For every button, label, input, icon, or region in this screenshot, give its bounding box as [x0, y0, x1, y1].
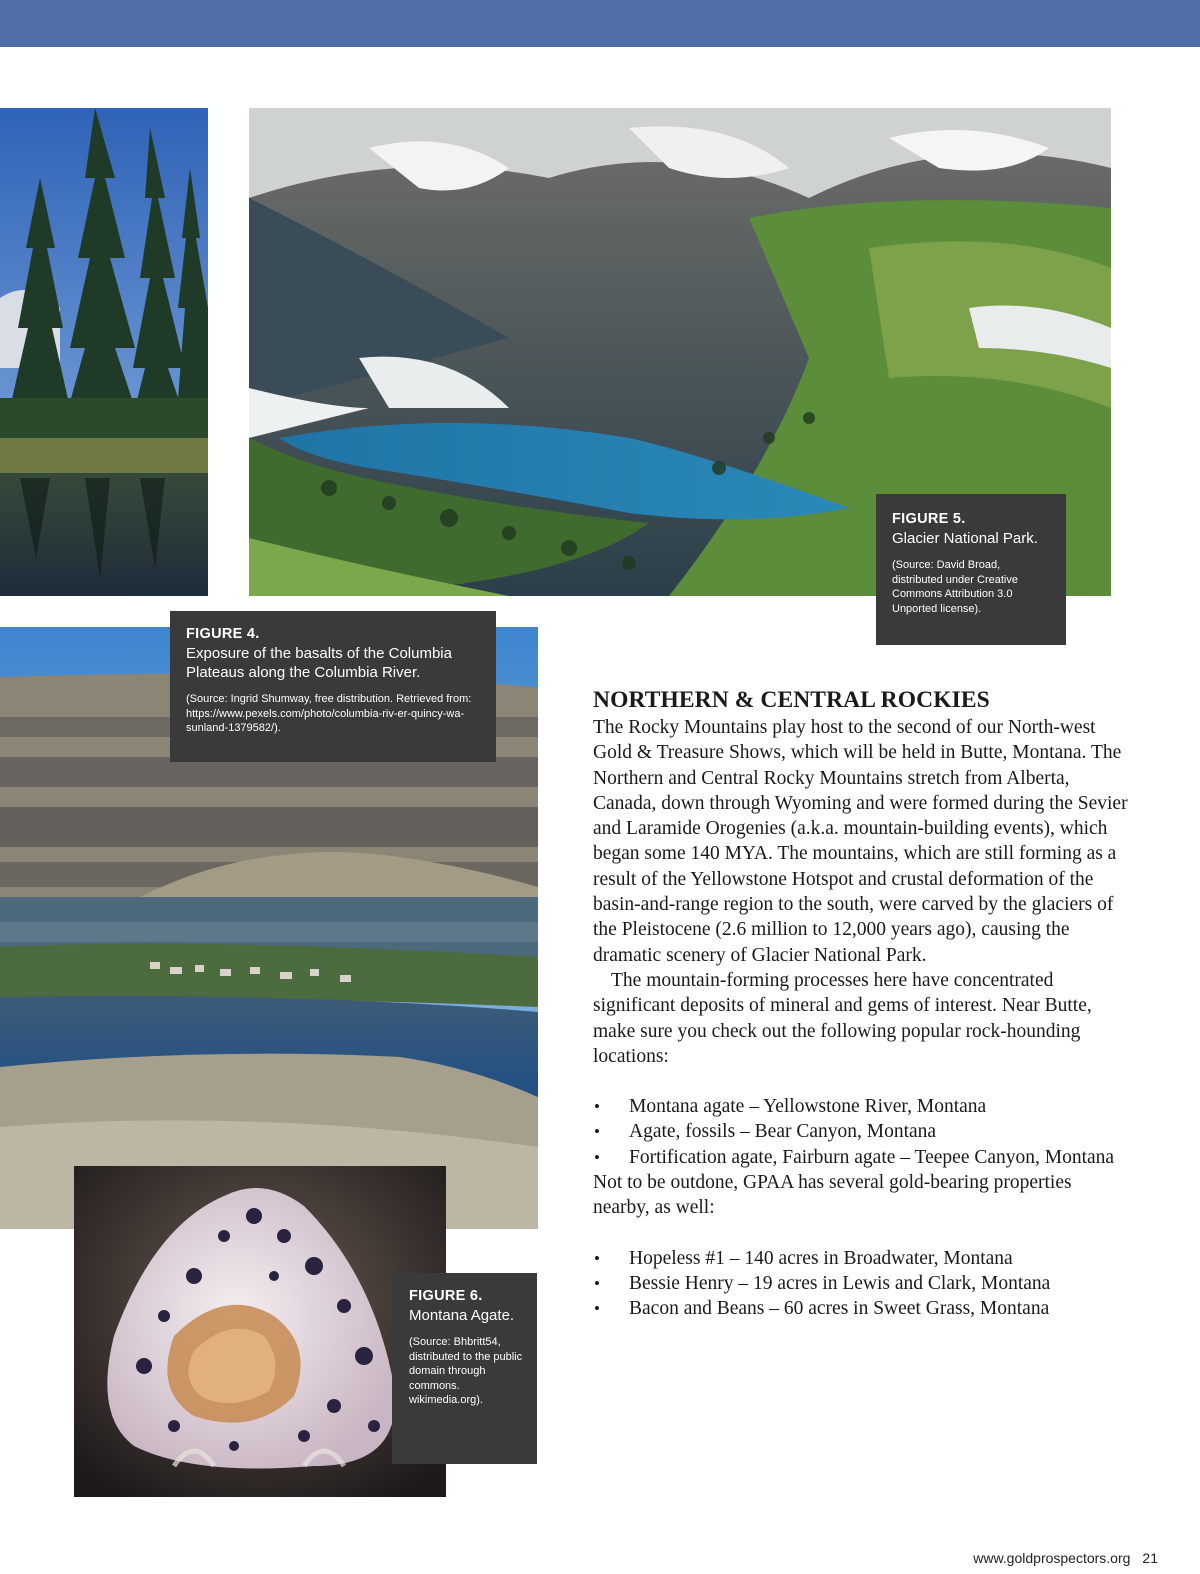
- page-number: 21: [1142, 1550, 1158, 1566]
- figure-4-caption: [170, 611, 496, 762]
- figure-6-source: (Source: Bhbritt54, distributed to the public domain through commons. wikimedia.org).: [409, 1336, 523, 1406]
- list-item: • Agate, fossils – Bear Canyon, Montana: [593, 1119, 1133, 1144]
- figure-4-source: (Source: Ingrid Shumway, free distribution. Retrieved from: https://www.pexels.com/photo/columbia-riv-er-quincy-wa-sunland-1379582/).: [186, 693, 472, 734]
- photo-montana-agate: [74, 1166, 446, 1497]
- list-item: • Hopeless #1 – 140 acres in Broadwater, Montana: [593, 1246, 1133, 1271]
- gold-properties-list: [593, 1246, 1133, 1322]
- figure-5-title: Glacier National Park.: [892, 530, 1038, 547]
- figure-4-title: Exposure of the basalts of the Columbia Plateaus along the Columbia River.: [186, 645, 452, 681]
- footer-website: www.goldprospectors.org: [973, 1550, 1131, 1566]
- article-northern-central-rockies: [593, 686, 1133, 1322]
- article-paragraph-3: Not to be outdone, GPAA has several gold-bearing properties nearby, as well:: [593, 1172, 1072, 1219]
- article-heading: NORTHERN & CENTRAL ROCKIES: [593, 687, 990, 713]
- rockhounding-locations-list: [593, 1094, 1133, 1170]
- article-paragraph-1: The Rocky Mountains play host to the second of our North-west Gold & Treasure Shows, which will be held in Butte, Montana. The Northern and Central Rocky Mountains stretch from Alberta, Canada, down through Wyoming and were formed during the Sevier and Laramide Orogenies (a.k.a. mountain-building events), which began some 140 MYA. The mountains, which are still forming as a result of the Yellowstone Hotspot and crustal deformation of the basin-and-range region to the south, were carved by the glaciers of the Pleistocene (2.6 million to 12,000 years ago), causing the dramatic scenery of Glacier National Park.: [593, 717, 1128, 966]
- photo-evergreen-trees-lake: [0, 108, 208, 596]
- page-footer: [973, 1550, 1158, 1566]
- list-item: • Montana agate – Yellowstone River, Montana: [593, 1094, 1133, 1119]
- figure-4-label: FIGURE 4.: [186, 626, 260, 642]
- figure-5-label: FIGURE 5.: [892, 511, 966, 527]
- figure-5-source: (Source: David Broad, distributed under Creative Commons Attribution 3.0 Unported license).: [892, 559, 1018, 615]
- list-item: • Bacon and Beans – 60 acres in Sweet Grass, Montana: [593, 1296, 1133, 1321]
- figure-5-caption: [876, 494, 1066, 645]
- list-item: • Bessie Henry – 19 acres in Lewis and Clark, Montana: [593, 1271, 1133, 1296]
- figure-6-label: FIGURE 6.: [409, 1288, 483, 1304]
- article-paragraph-2: The mountain-forming processes here have concentrated significant deposits of mineral and gems of interest. Near Butte, make sure you check out the following popular rock-hounding locations:: [593, 969, 1092, 1067]
- list-item: • Fortification agate, Fairburn agate – Teepee Canyon, Montana: [593, 1145, 1133, 1170]
- figure-6-title: Montana Agate.: [409, 1307, 515, 1324]
- header-bar: [0, 0, 1200, 47]
- figure-6-caption: [392, 1273, 537, 1464]
